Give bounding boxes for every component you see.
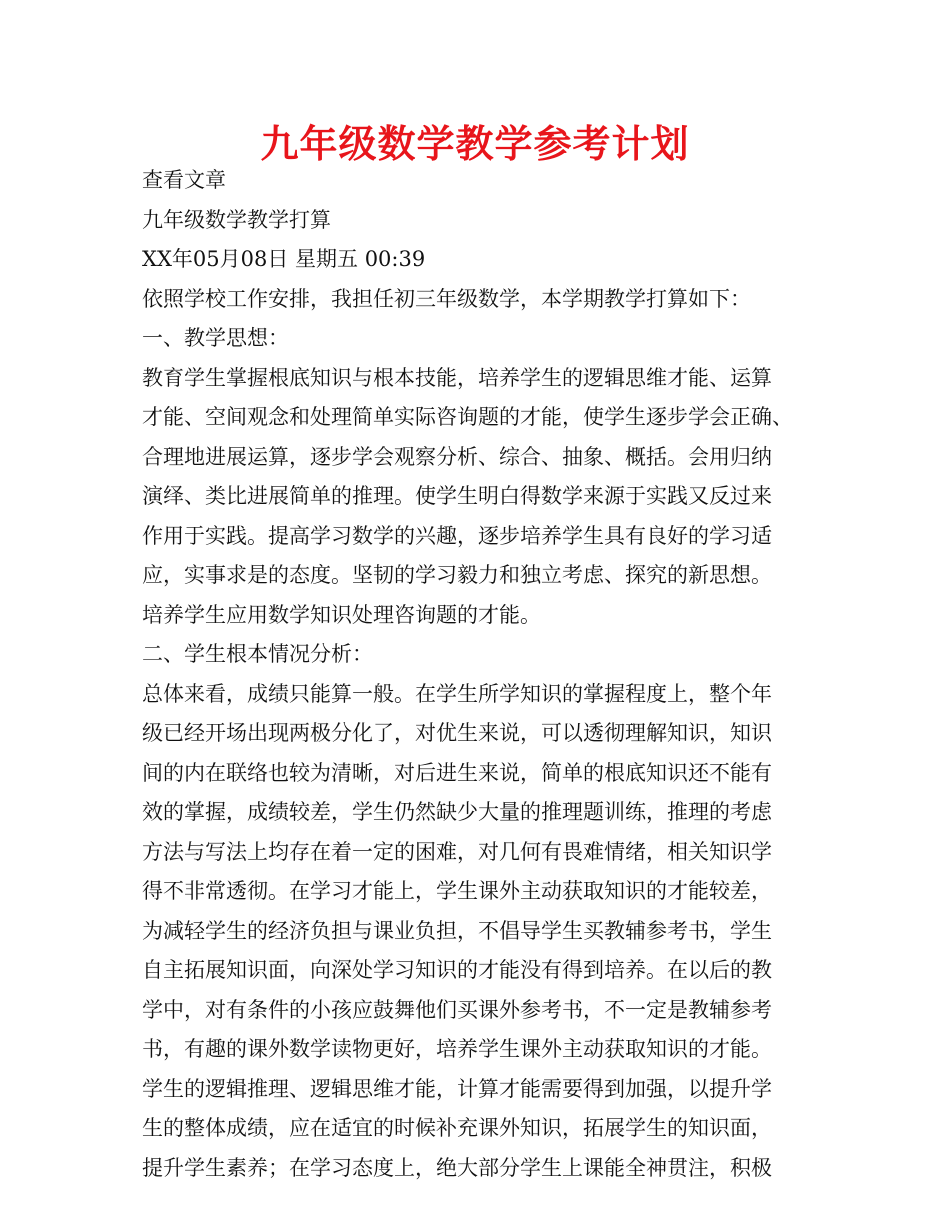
text-line: 书，有趣的课外数学读物更好，培养学生课外主动获取知识的才能。 — [142, 1037, 772, 1061]
document-title: 九年级数学教学参考计划 — [260, 122, 690, 166]
text-line: 依照学校工作安排，我担任初三年级数学，本学期教学打算如下： — [142, 286, 751, 311]
text-line: 间的内在联络也较为清晰，对后进生来说，简单的根底知识还不能有 — [142, 760, 772, 785]
text-line: XX年05月08日 星期五 00:39 — [142, 247, 426, 271]
section-heading: 一、教学思想： — [142, 326, 289, 350]
text-line: 才能、空间观念和处理简单实际咨询题的才能，使学生逐步学会正确、 — [142, 405, 793, 429]
text-line: 合理地进展运算，逐步学会观察分析、综合、抽象、概括。会用归纳 — [142, 444, 772, 469]
text-line: 应，实事求是的态度。坚韧的学习毅力和独立考虑、探究的新思想。 — [142, 563, 772, 587]
text-line: 自主拓展知识面，向深处学习知识的才能没有得到培养。在以后的教 — [142, 958, 772, 982]
section-heading: 二、学生根本情况分析： — [142, 642, 373, 666]
text-line: 教育学生掌握根底知识与根本技能，培养学生的逻辑思维才能、运算 — [142, 365, 772, 390]
text-line: 效的掌握，成绩较差，学生仍然缺少大量的推理题训练，推理的考虑 — [142, 800, 772, 824]
text-line: 提升学生素养；在学习态度上，绝大部分学生上课能全神贯注，积极 — [142, 1155, 772, 1180]
text-line: 九年级数学教学打算 — [142, 207, 331, 232]
text-line: 学中，对有条件的小孩应鼓舞他们买课外参考书，不一定是教辅参考 — [142, 997, 772, 1022]
text-line: 得不非常透彻。在学习才能上，学生课外主动获取知识的才能较差， — [142, 879, 772, 903]
text-line: 培养学生应用数学知识处理咨询题的才能。 — [142, 602, 541, 627]
text-line: 查看文章 — [142, 168, 226, 192]
text-line: 为减轻学生的经济负担与课业负担，不倡导学生买教辅参考书，学生 — [142, 918, 772, 943]
text-line: 总体来看，成绩只能算一般。在学生所学知识的掌握程度上，整个年 — [142, 681, 772, 706]
text-line: 学生的逻辑推理、逻辑思维才能，计算才能需要得到加强，以提升学 — [142, 1076, 772, 1101]
text-line: 演绎、类比进展简单的推理。使学生明白得数学来源于实践又反过来 — [142, 484, 772, 508]
text-line: 级已经开场出现两极分化了，对优生来说，可以透彻理解知识，知识 — [142, 721, 772, 745]
document-body — [142, 161, 822, 1188]
text-line: 作用于实践。提高学习数学的兴趣，逐步培养学生具有良好的学习适 — [142, 523, 772, 548]
text-line: 方法与写法上均存在着一定的困难，对几何有畏难情绪，相关知识学 — [142, 839, 772, 864]
text-line: 生的整体成绩，应在适宜的时候补充课外知识，拓展学生的知识面， — [142, 1116, 772, 1140]
